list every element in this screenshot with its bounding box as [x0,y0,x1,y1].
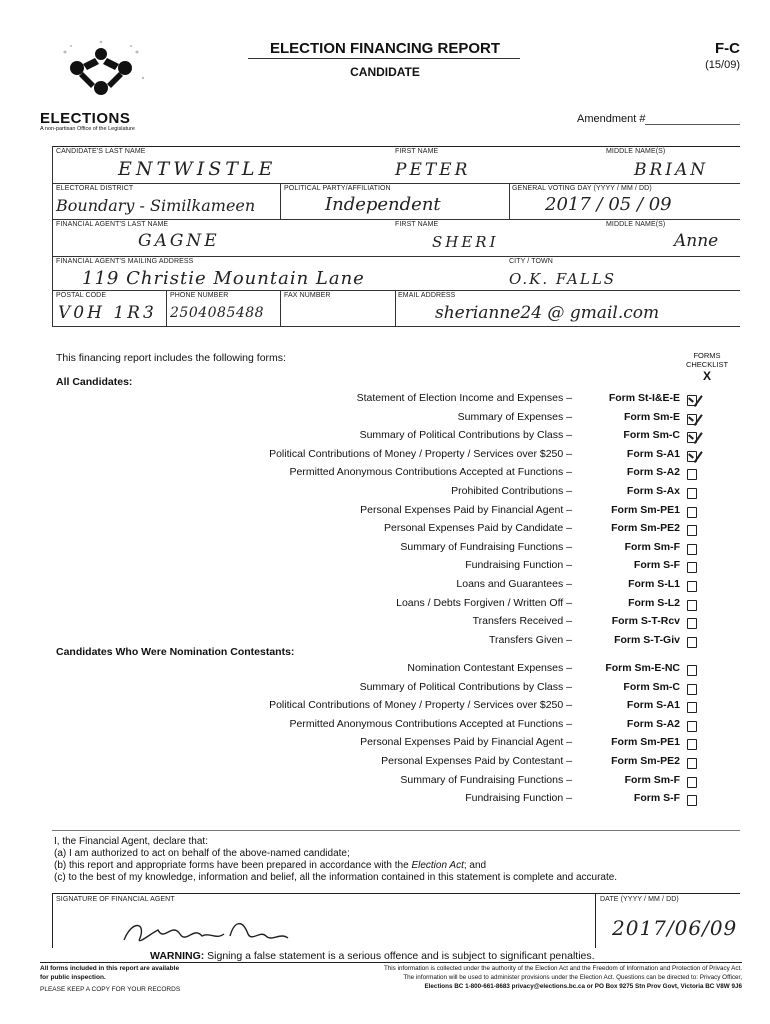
checklist-item-description: Summary of Political Contributions by Class – [359,680,572,693]
warning-bold: WARNING: [150,950,205,962]
checklist-checkbox[interactable] [687,507,697,518]
agent-middle-name-label: MIDDLE NAME(S) [606,221,666,228]
declaration [54,836,744,884]
checklist-row [0,578,770,596]
checklist-row [0,662,770,680]
checklist-item-description: Political Contributions of Money / Property / Services over $250 – [269,447,572,460]
candidate-middle-name[interactable]: BRIAN [634,160,709,180]
date-label: DATE (YYYY / MM / DD) [600,896,679,903]
checklist-item-description: Transfers Received – [472,615,572,628]
checklist-item-description: Permitted Anonymous Contributions Accepted at Functions – [289,717,572,730]
email[interactable]: sherianne24 @ gmail.com [435,303,660,323]
party-label: POLITICAL PARTY/AFFILIATION [284,185,391,192]
checklist-checkbox[interactable] [687,637,697,648]
checklist-row [0,411,770,429]
checklist-checkbox[interactable] [687,702,697,713]
phone[interactable]: 2504085488 [170,305,265,321]
checklist-item-form-code: Form S-F [633,559,680,572]
checklist-row [0,615,770,633]
agent-last-name[interactable]: GAGNE [138,231,220,251]
footer-left-line3: PLEASE KEEP A COPY FOR YOUR RECORDS [40,986,181,993]
declaration-line3-post: ; and [463,860,487,871]
section2-title: Candidates Who Were Nomination Contestants: [56,646,295,658]
form-title: ELECTION FINANCING REPORT [269,40,500,57]
mailing-address[interactable]: 119 Christie Mountain Lane [82,268,365,289]
checklist-item-form-code: Form Sm-PE1 [611,503,680,516]
declaration-line3-pre: (b) this report and appropriate forms have been prepared in accordance with the [54,860,412,871]
phone-label: PHONE NUMBER [170,292,229,299]
voting-day-label: GENERAL VOTING DAY (YYYY / MM / DD) [512,185,652,192]
checklist-header-mark: X [702,369,711,383]
checklist-row [0,792,770,810]
elections-logo-icon [55,38,155,110]
footer-left [40,964,180,994]
checklist-item-form-code: Form S-Ax [626,485,680,497]
logo-text: ELECTIONS [40,110,131,127]
signature-date[interactable]: 2017/06/09 [612,916,738,940]
checklist-row [0,522,770,540]
checklist-item-form-code: Form Sm-F [624,773,680,786]
checklist-intro: This financing report includes the following forms: [56,352,286,364]
checklist-item-description: Loans / Debts Forgiven / Written Off – [396,596,572,609]
footer-right-line2: The information will be used to administer provisions under the Election Act. Questions can be directed to: Privacy Officer, [403,974,742,981]
checklist-checkbox[interactable] [687,618,697,629]
checklist-row [0,466,770,484]
signature[interactable] [120,912,320,953]
checklist-item-form-code: Form Sm-PE1 [611,736,680,749]
checklist-item-description: Personal Expenses Paid by Financial Agent – [360,503,572,516]
city-label: CITY / TOWN [509,258,553,265]
checklist-item-form-code: Form Sm-E [623,410,680,423]
checklist-item-description: Personal Expenses Paid by Contestant – [381,755,572,767]
checklist-row [0,429,770,447]
candidate-last-name-label: CANDIDATE'S LAST NAME [56,148,146,155]
checklist-checkbox[interactable] [687,451,697,462]
checklist-checkbox[interactable] [687,721,697,732]
checklist-item-description: Political Contributions of Money / Property / Services over $250 – [269,699,572,712]
agent-middle-name[interactable]: Anne [674,231,719,251]
checklist-item-description: Statement of Election Income and Expenses – [356,392,572,404]
warning [150,950,595,962]
city[interactable]: O.K. FALLS [509,270,617,288]
footer-left-line2: for public inspection. [40,974,106,981]
checklist-item-form-code: Form S-T-Rcv [611,615,680,628]
electoral-district-label: ELECTORAL DISTRICT [56,185,134,192]
checklist-header-line2: CHECKLIST [685,360,729,369]
checklist-checkbox[interactable] [687,488,697,499]
checklist-row [0,718,770,736]
footer-right-line3: Elections BC 1-800-661-8683 privacy@elections.bc.ca or PO Box 9275 Stn Prov Govt, Victoria BC V8W 9J6 [424,983,742,990]
checklist-checkbox[interactable] [687,777,697,788]
candidate-first-name[interactable]: PETER [395,160,471,180]
checklist-item-form-code: Form Sm-F [624,540,680,553]
checklist-item-form-code: Form S-A2 [626,717,680,730]
postal-code-label: POSTAL CODE [56,292,107,299]
checklist-item-form-code: Form S-T-Giv [614,633,680,646]
checklist-item-form-code: Form Sm-E-NC [605,662,680,674]
checklist-item-form-code: Form S-A2 [626,466,680,479]
checklist-item-description: Summary of Political Contributions by Class – [359,429,572,442]
footer-right-line1: This information is collected under the authority of the Election Act and the Freedom of Information and Protection of Privacy Act. [383,965,742,972]
checklist-item-description: Summary of Fundraising Functions – [400,773,572,786]
declaration-line2: (a) I am authorized to act on behalf of the above-named candidate; [54,848,350,859]
checklist-item-form-code: Form Sm-C [623,429,680,442]
checklist-checkbox[interactable] [687,525,697,536]
checklist-checkbox[interactable] [687,795,697,806]
checklist-row [0,681,770,699]
elections-logo [55,38,155,110]
checklist-item-form-code: Form Sm-C [623,680,680,693]
form-subtitle: CANDIDATE [350,65,420,79]
electoral-district[interactable]: Boundary - Similkameen [56,196,256,215]
agent-last-name-label: FINANCIAL AGENT'S LAST NAME [56,221,169,228]
checklist-checkbox[interactable] [687,544,697,555]
checklist-row [0,699,770,717]
checklist-item-form-code: Form S-L1 [628,578,680,590]
checklist-row [0,392,770,410]
checklist-checkbox[interactable] [687,739,697,750]
checklist-item-form-code: Form S-L2 [628,596,680,609]
voting-day[interactable]: 2017 / 05 / 09 [545,194,672,215]
checklist-item-description: Summary of Expenses – [457,410,572,423]
mailing-address-label: FINANCIAL AGENT'S MAILING ADDRESS [56,258,194,265]
declaration-line4: (c) to the best of my knowledge, information and belief, all the information contained in this statement is complete and accurate. [54,872,618,883]
agent-first-name[interactable]: SHERI [432,233,499,251]
footer-right [236,964,742,991]
checklist-item-description: Summary of Fundraising Functions – [400,540,572,553]
checklist-item-form-code: Form S-A1 [626,699,680,712]
amendment-field[interactable] [645,124,740,125]
declaration-line3 [54,860,744,872]
checklist-checkbox[interactable] [687,469,697,480]
logo-tagline: A non-partisan Office of the Legislature [40,126,135,132]
checklist-item-description: Nomination Contestant Expenses – [407,662,572,674]
checklist-row [0,755,770,773]
checklist-item-form-code: Form Sm-PE2 [611,522,680,535]
email-label: EMAIL ADDRESS [398,292,456,299]
checklist-checkbox[interactable] [687,562,697,573]
checklist-item-description: Loans and Guarantees – [456,578,572,590]
checklist-item-form-code: Form Sm-PE2 [611,755,680,767]
checklist-item-description: Prohibited Contributions – [451,485,572,497]
amendment-label: Amendment # [577,113,646,125]
checklist-item-form-code: Form St-I&E-E [608,392,680,404]
checklist-checkbox[interactable] [687,684,697,695]
checklist-header [672,351,742,383]
form-version: (15/09) [705,59,740,71]
checklist-checkbox[interactable] [687,432,697,443]
form-id: F-C [715,40,740,57]
checklist-row [0,559,770,577]
checklist-row [0,504,770,522]
checklist-item-description: Personal Expenses Paid by Candidate – [384,522,572,535]
checklist-row [0,597,770,615]
checklist-header-line1: FORMS [693,351,721,360]
agent-first-name-label: FIRST NAME [395,221,439,228]
checklist-item-form-code: Form S-A1 [626,447,680,460]
declaration-line3-italic: Election Act [411,860,464,871]
checklist-row [0,774,770,792]
party[interactable]: Independent [325,194,441,215]
checklist-item-form-code: Form S-F [633,792,680,805]
declaration-line1: I, the Financial Agent, declare that: [54,836,208,847]
checklist-item-description: Personal Expenses Paid by Financial Agent – [360,736,572,749]
signature-label: SIGNATURE OF FINANCIAL AGENT [56,896,175,903]
checklist-checkbox[interactable] [687,600,697,611]
fax-label: FAX NUMBER [284,292,331,299]
checklist-row [0,448,770,466]
postal-code[interactable]: V0H 1R3 [58,303,157,323]
checklist-item-description: Transfers Given – [488,633,572,646]
warning-text: Signing a false statement is a serious offence and is subject to significant penalties. [204,950,595,962]
candidate-middle-name-label: MIDDLE NAME(S) [606,148,666,155]
checklist-checkbox[interactable] [687,758,697,769]
candidate-last-name[interactable]: ENTWISTLE [118,158,277,180]
checklist-row [0,736,770,754]
checklist-checkbox[interactable] [687,581,697,592]
checklist-item-description: Permitted Anonymous Contributions Accepted at Functions – [289,466,572,479]
checklist-row [0,485,770,503]
checklist-checkbox[interactable] [687,665,697,676]
checklist-item-description: Fundraising Function – [465,792,572,805]
checklist-checkbox[interactable] [687,395,697,406]
footer-left-line1: All forms included in this report are available [40,965,180,972]
checklist-item-description: Fundraising Function – [465,559,572,572]
section1-title: All Candidates: [56,376,133,388]
checklist-row [0,541,770,559]
checklist-checkbox[interactable] [687,414,697,425]
candidate-first-name-label: FIRST NAME [395,148,439,155]
title-underline [248,58,520,59]
